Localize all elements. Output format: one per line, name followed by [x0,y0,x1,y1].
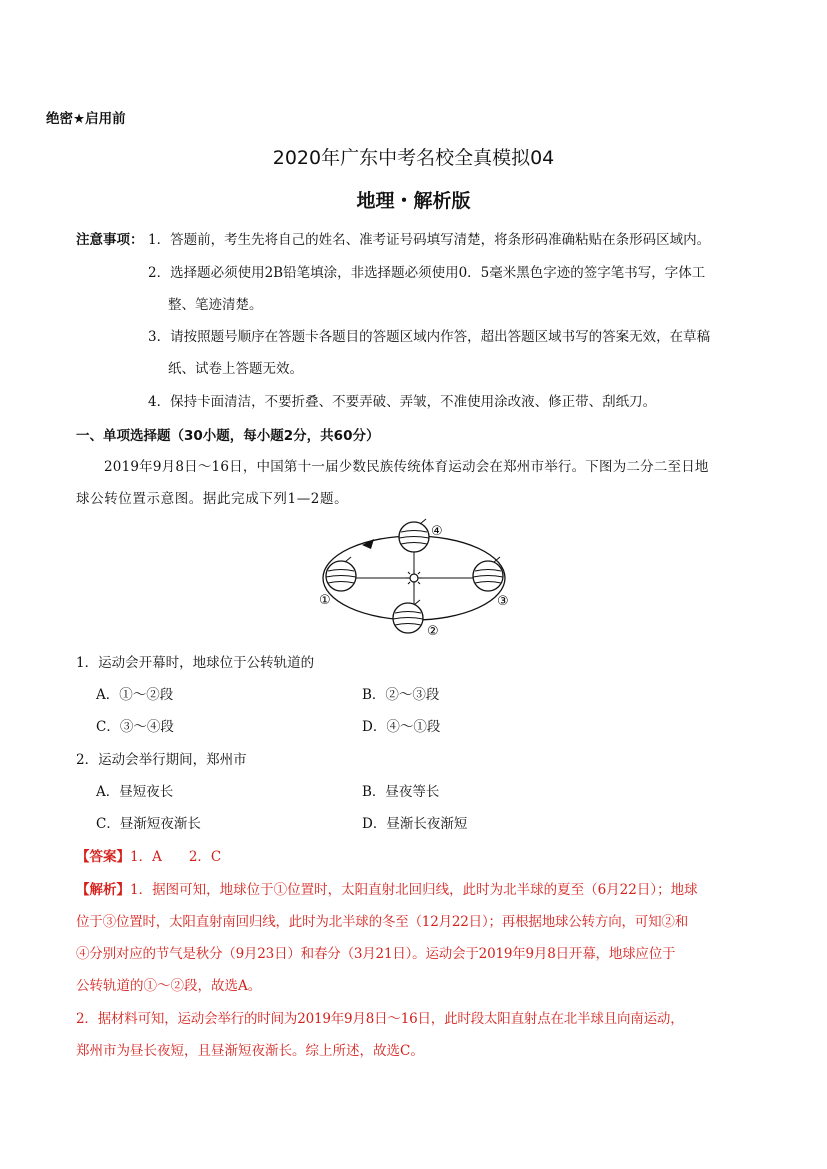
secret-label: 绝密★启用前 [46,111,126,127]
page-subtitle: 地理・解析版 [356,190,471,212]
stem-line: 2019年9月8日～16日，中国第十一届少数民族传统体育运动会在郑州市举行。下图为二分二至日地 [104,459,709,475]
note-item: 整、笔迹清楚。 [168,297,263,313]
option: B．②～③段 [362,687,440,703]
orbit-diagram [310,515,520,645]
option: B．昼夜等长 [362,784,440,800]
analysis-label: 【解析】 [76,882,130,898]
sun-icon [406,570,422,586]
earth-position-2-icon [393,600,423,633]
note-item: 2．选择题必须使用2B铅笔填涂，非选择题必须使用0．5毫米黑色字迹的签字笔书写，字体工 [148,265,706,281]
note-item: 4．保持卡面清洁，不要折叠、不要弄破、弄皱，不准使用涂改液、修正带、刮纸刀。 [148,394,657,410]
option: A．昼短夜长 [96,784,174,800]
notes-label: 注意事项： [76,232,144,248]
marker-2: ② [427,624,439,639]
option: C．③～④段 [96,719,174,735]
note-item: 纸、试卷上答题无效。 [168,361,303,377]
option: D．昼渐长夜渐短 [362,816,468,832]
analysis-line [76,878,698,898]
analysis-line: 公转轨道的①～②段，故选A。 [76,978,262,994]
earth-position-1-icon [326,557,356,591]
answer-line [76,845,221,865]
analysis-text: 1．据图可知，地球位于①位置时，太阳直射北回归线，此时为北半球的夏至（6月22日）；地球 [130,882,698,898]
section-heading: 一、单项选择题（30小题，每小题2分，共60分） [76,428,380,444]
answer-text: 1．A 2．C [130,849,222,865]
direction-arrow [362,539,374,549]
option: C．昼渐短夜渐长 [96,816,201,832]
question-stem: 2．运动会举行期间，郑州市 [76,752,247,768]
option: D．④～①段 [362,719,441,735]
note-item: 3．请按照题号顺序在答题卡各题目的答题区域内作答，超出答题区域书写的答案无效，在草稿 [148,329,711,345]
analysis-line: 位于③位置时，太阳直射南回归线，此时为北半球的冬至（12月22日）；再根据地球公转方向，可知②和 [76,914,689,930]
marker-1: ① [319,593,331,608]
note-item: 1．答题前，考生先将自己的姓名、准考证号码填写清楚，将条形码准确粘贴在条形码区域内。 [148,232,711,248]
analysis-line: 2．据材料可知，运动会举行的时间为2019年9月8日～16日，此时段太阳直射点在北半球且向南运动， [76,1011,684,1027]
earth-position-4-icon [399,519,429,552]
marker-4: ④ [431,524,443,539]
answer-label: 【答案】 [76,849,130,865]
marker-3: ③ [497,594,509,609]
page-title: 2020年广东中考名校全真模拟04 [272,147,555,169]
stem-line: 球公转位置示意图。据此完成下列1—2题。 [76,491,349,507]
question-stem: 1．运动会开幕时，地球位于公转轨道的 [76,655,315,671]
option: A．①～②段 [96,687,174,703]
analysis-line: ④分别对应的节气是秋分（9月23日）和春分（3月21日）。运动会于2019年9月8日开幕，地球应位于 [76,946,676,962]
analysis-line: 郑州市为昼长夜短，且昼渐短夜渐长。综上所述，故选C。 [76,1043,424,1059]
